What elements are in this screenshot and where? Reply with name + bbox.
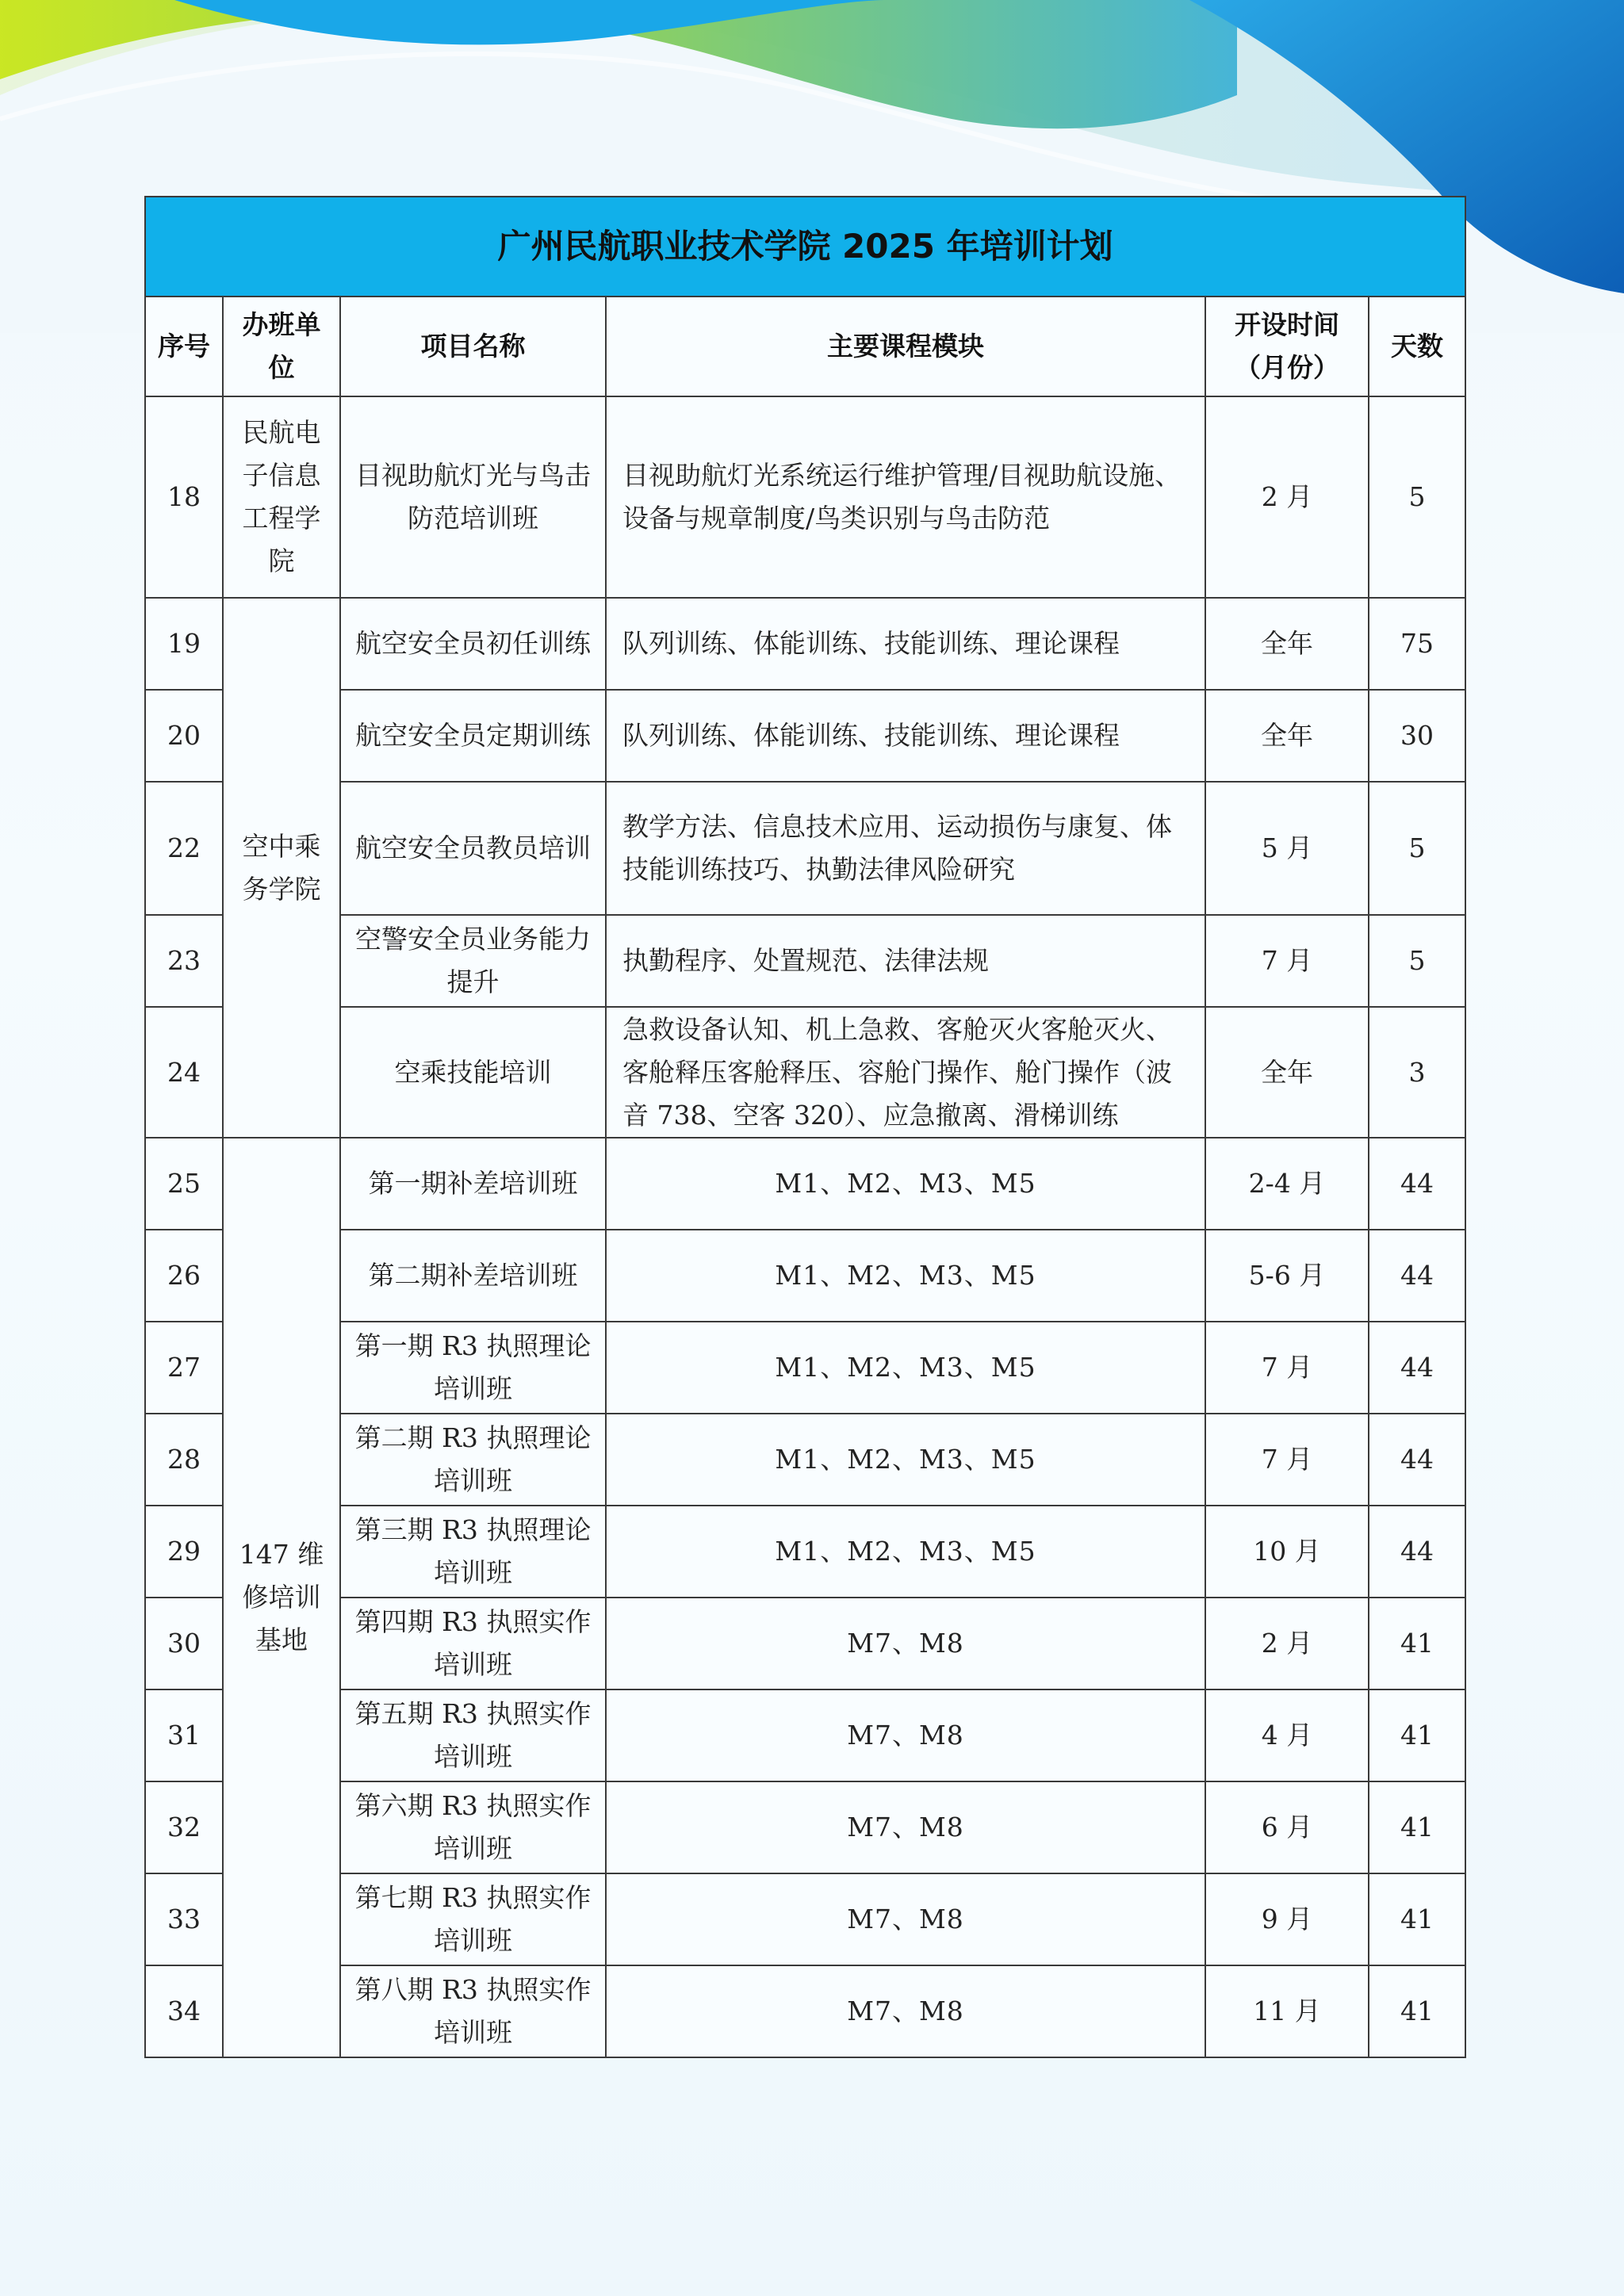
table-row [145, 1414, 1465, 1506]
table-row [145, 1138, 1465, 1230]
seq-cell: 19 [145, 598, 223, 690]
month-cell: 全年 [1205, 690, 1369, 782]
month-cell: 2 月 [1205, 396, 1369, 598]
project-cell: 空警安全员业务能力提升 [340, 915, 606, 1007]
seq-cell: 30 [145, 1598, 223, 1689]
modules-cell: M1、M2、M3、M5 [606, 1138, 1205, 1230]
modules-cell: M1、M2、M3、M5 [606, 1506, 1205, 1598]
seq-cell: 18 [145, 396, 223, 598]
header-month: 开设时间（月份） [1205, 297, 1369, 396]
modules-cell: 教学方法、信息技术应用、运动损伤与康复、体技能训练技巧、执勤法律风险研究 [606, 782, 1205, 915]
modules-cell: 执勤程序、处置规范、法律法规 [606, 915, 1205, 1007]
month-cell: 全年 [1205, 1007, 1369, 1138]
seq-cell: 23 [145, 915, 223, 1007]
seq-cell: 27 [145, 1322, 223, 1414]
month-cell: 11 月 [1205, 1965, 1369, 2057]
project-cell: 目视助航灯光与鸟击防范培训班 [340, 396, 606, 598]
header-days: 天数 [1369, 297, 1465, 396]
seq-cell: 34 [145, 1965, 223, 2057]
modules-cell: 队列训练、体能训练、技能训练、理论课程 [606, 598, 1205, 690]
project-cell: 第二期补差培训班 [340, 1230, 606, 1322]
project-cell: 第五期 R3 执照实作培训班 [340, 1689, 606, 1781]
table-title: 广州民航职业技术学院 2025 年培训计划 [145, 197, 1465, 297]
table-row [145, 1506, 1465, 1598]
days-cell: 5 [1369, 396, 1465, 598]
days-cell: 30 [1369, 690, 1465, 782]
title-row [145, 197, 1465, 297]
days-cell: 41 [1369, 1965, 1465, 2057]
table-row [145, 1007, 1465, 1138]
month-cell: 7 月 [1205, 915, 1369, 1007]
table-row [145, 1598, 1465, 1689]
project-cell: 第八期 R3 执照实作培训班 [340, 1965, 606, 2057]
table-row [145, 1230, 1465, 1322]
days-cell: 44 [1369, 1414, 1465, 1506]
days-cell: 41 [1369, 1873, 1465, 1965]
table-row [145, 396, 1465, 598]
header-project: 项目名称 [340, 297, 606, 396]
modules-cell: 目视助航灯光系统运行维护管理/目视助航设施、设备与规章制度/鸟类识别与鸟击防范 [606, 396, 1205, 598]
modules-cell: M7、M8 [606, 1873, 1205, 1965]
days-cell: 41 [1369, 1689, 1465, 1781]
month-cell: 5-6 月 [1205, 1230, 1369, 1322]
days-cell: 41 [1369, 1598, 1465, 1689]
month-cell: 10 月 [1205, 1506, 1369, 1598]
table-row [145, 1781, 1465, 1873]
days-cell: 44 [1369, 1506, 1465, 1598]
project-cell: 第二期 R3 执照理论培训班 [340, 1414, 606, 1506]
seq-cell: 33 [145, 1873, 223, 1965]
table-row [145, 598, 1465, 690]
seq-cell: 28 [145, 1414, 223, 1506]
modules-cell: M7、M8 [606, 1689, 1205, 1781]
table-row [145, 915, 1465, 1007]
project-cell: 第一期 R3 执照理论培训班 [340, 1322, 606, 1414]
month-cell: 2 月 [1205, 1598, 1369, 1689]
project-cell: 第四期 R3 执照实作培训班 [340, 1598, 606, 1689]
month-cell: 4 月 [1205, 1689, 1369, 1781]
month-cell: 9 月 [1205, 1873, 1369, 1965]
modules-cell: M7、M8 [606, 1965, 1205, 2057]
seq-cell: 24 [145, 1007, 223, 1138]
modules-cell: 队列训练、体能训练、技能训练、理论课程 [606, 690, 1205, 782]
table-row [145, 1689, 1465, 1781]
header-unit: 办班单位 [223, 297, 340, 396]
month-cell: 6 月 [1205, 1781, 1369, 1873]
seq-cell: 29 [145, 1506, 223, 1598]
days-cell: 44 [1369, 1230, 1465, 1322]
days-cell: 75 [1369, 598, 1465, 690]
table-row [145, 690, 1465, 782]
month-cell: 7 月 [1205, 1322, 1369, 1414]
modules-cell: M1、M2、M3、M5 [606, 1322, 1205, 1414]
month-cell: 全年 [1205, 598, 1369, 690]
unit-cell: 民航电子信息工程学院 [223, 396, 340, 598]
days-cell: 44 [1369, 1322, 1465, 1414]
modules-cell: M1、M2、M3、M5 [606, 1414, 1205, 1506]
days-cell: 44 [1369, 1138, 1465, 1230]
table-row [145, 1873, 1465, 1965]
seq-cell: 20 [145, 690, 223, 782]
month-cell: 7 月 [1205, 1414, 1369, 1506]
training-plan-table [144, 196, 1466, 2058]
unit-cell: 空中乘务学院 [223, 598, 340, 1138]
seq-cell: 22 [145, 782, 223, 915]
project-cell: 第六期 R3 执照实作培训班 [340, 1781, 606, 1873]
project-cell: 第一期补差培训班 [340, 1138, 606, 1230]
month-cell: 2-4 月 [1205, 1138, 1369, 1230]
days-cell: 41 [1369, 1781, 1465, 1873]
project-cell: 第三期 R3 执照理论培训班 [340, 1506, 606, 1598]
seq-cell: 31 [145, 1689, 223, 1781]
seq-cell: 25 [145, 1138, 223, 1230]
header-row [145, 297, 1465, 396]
modules-cell: 急救设备认知、机上急救、客舱灭火客舱灭火、客舱释压客舱释压、容舱门操作、舱门操作（波音 738、空客 320）、应急撤离、滑梯训练 [606, 1007, 1205, 1138]
seq-cell: 32 [145, 1781, 223, 1873]
seq-cell: 26 [145, 1230, 223, 1322]
month-cell: 5 月 [1205, 782, 1369, 915]
project-cell: 航空安全员教员培训 [340, 782, 606, 915]
unit-cell: 147 维修培训基地 [223, 1138, 340, 2057]
table-row [145, 1965, 1465, 2057]
days-cell: 5 [1369, 782, 1465, 915]
days-cell: 5 [1369, 915, 1465, 1007]
project-cell: 第七期 R3 执照实作培训班 [340, 1873, 606, 1965]
header-seq: 序号 [145, 297, 223, 396]
modules-cell: M1、M2、M3、M5 [606, 1230, 1205, 1322]
table-row [145, 1322, 1465, 1414]
project-cell: 空乘技能培训 [340, 1007, 606, 1138]
project-cell: 航空安全员定期训练 [340, 690, 606, 782]
days-cell: 3 [1369, 1007, 1465, 1138]
modules-cell: M7、M8 [606, 1598, 1205, 1689]
modules-cell: M7、M8 [606, 1781, 1205, 1873]
table-row [145, 782, 1465, 915]
project-cell: 航空安全员初任训练 [340, 598, 606, 690]
header-modules: 主要课程模块 [606, 297, 1205, 396]
